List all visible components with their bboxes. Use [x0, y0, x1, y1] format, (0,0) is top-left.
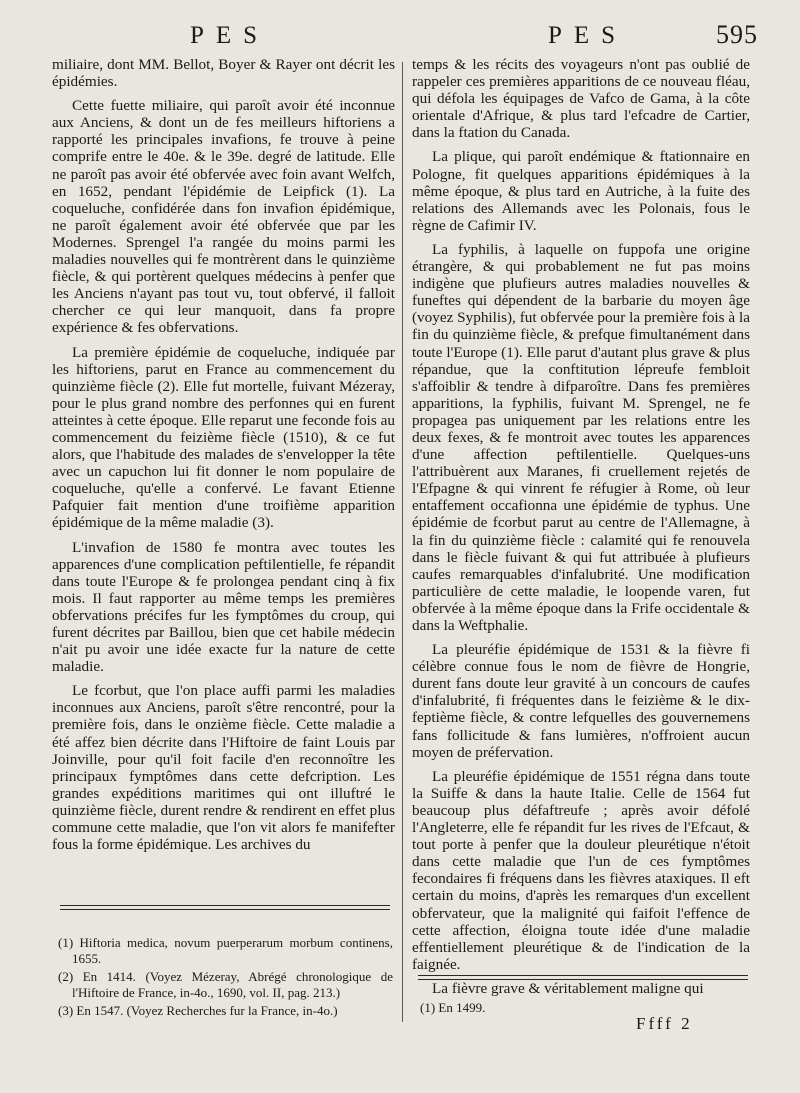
paragraph: Cette fuette miliaire, qui paroît avoir été inconnue aux Anciens, & dont un de fes meilleurs hiftoriens a rapporté les principales invafions, fe trouve à peine comprife entre le 40e. & le 39e. degré de latitude. Elle ne paroît pas avoir été obfervée avec foin avant Welfch, en 1652, pendant l'épidémie de Leipfick (1). La coqueluche, confidérée dans fon invafion épidémique, ne paroît également avoir été obfervée que par les Modernes. Sprengel l'a rangée du moins parmi les maladies nouvelles qui fe montrèrent dans le quinzième fiècle, & qui portèrent quelques médecins à penfer que les Anciens n'ayant pas tout vu, tout obfervé, il falloit chercher ce qui leur manquoit, dans fa propre expérience & fes obfervations. — [52, 97, 395, 337]
right-column — [412, 56, 750, 997]
paragraph: La fièvre grave & véritablement maligne qui — [432, 979, 704, 997]
paragraph: miliaire, dont MM. Bellot, Boyer & Rayer ont décrit les épidémies. — [52, 56, 395, 91]
footnote: (1) Hiftoria medica, novum puerperarum morbum continens, 1655. — [58, 935, 393, 966]
printer-signature-mark: Ffff 2 — [636, 1014, 693, 1033]
footnote-separator — [60, 905, 390, 910]
paragraph: La pleuréfie épidémique de 1551 régna dans toute la Suiffe & dans la haute Italie. Celle de 1564 fut beaucoup plus défaftreufe ; après avoir défolé l'Angleterre, elle fe répandit fur les rives de l'Efcaut, & tout porte à penfer que la douleur pleurétique n'étoit dans cette maladie que l'un de ces fymptômes fecondaires fi fréquens dans les fièvres ataxiques. Il eft certain du moins, d'après les remarques d'un excellent obfervateur, que la malignité qui faifoit l'effence de cette affection, éloigna toute idée d'une maladie effentiellement pleurétique & de l'indication de la faignée. — [412, 767, 750, 973]
footnote-separator — [418, 975, 748, 980]
paragraph: Le fcorbut, que l'on place auffi parmi les maladies inconnues aux Anciens, paroît s'être rencontré, pour la première fois, dans le onzième fiècle. Cette maladie a été affez bien décrite dans l'Hiftoire de faint Louis par Joinville, pour qu'il foit facile d'en reconnoître les principaux fymptômes dans cette defcription. Les grandes expéditions maritimes qui ont illuftré le quinzième fiècle, durent rendre & rendirent en effet plus commune cette maladie, que l'on vit alors fe manifefter fous la forme épidémique. Les archives du — [52, 682, 395, 854]
right-running-title: PES — [548, 22, 628, 49]
column-divider — [402, 62, 403, 1022]
left-running-title: PES — [190, 22, 270, 49]
paragraph: La plique, qui paroît endémique & ftationnaire en Pologne, fit quelques apparitions épidémiques à la même époque, & plus tard en Autriche, à la fuite des relations des Allemands avec les Polonais, fous le règne de Cafimir IV. — [412, 148, 750, 234]
left-column — [52, 56, 395, 853]
paragraph: La pleuréfie épidémique de 1531 & la fièvre fi célèbre connue fous le nom de fièvre de Hongrie, durent fans doute leur gravité à un concours de caufes d'infalubrité, fi fréquentes dans le feizième & le dix-feptième fiècle, & contre lefquelles des gouvernemens fans follicitude & fans lumières, n'offroient aucun moyen de préfervation. — [412, 641, 750, 761]
paragraph: La fyphilis, à laquelle on fuppofa une origine étrangère, & qui probablement ne fut pas moins indigène que plufieurs autres maladies nouvelles & funeftes qui dépendent de la barbarie du moyen âge (voyez Syphilis), fut obfervée pour la première fois à la fin du quinzième fiècle, & prefque fimultanément dans toute l'Europe (1). Elle parut d'autant plus grave & plus répandue, que la conftitution lépreufe fembloit s'affoiblir & tendre à difparoître. Dans fes premières apparitions, la fyphilis, fuivant M. Sprengel, ne fe propagea pas uniquement par les relations entre les deux fexes, & fe montroit avec toutes les apparences d'une affection peftilentielle. Quelques-uns l'attribuèrent aux Maranes, fi cruellement rejetés de l'Efpagne & qui vinrent fe réfugier à Rome, où leur entaffement occafionna une épidémie de typhus. Une épidémie de fcorbut parut au centre de l'Allemagne, à la fin du quinzième fiècle : calamité qui fe renouvela dans le fiècle fuivant & qui fut attribuée à plufieurs caufes remarquables d'infalubrité. Une modification particulière de cette maladie, le loopende varen, fut obfervée à la même époque dans la Frife occidentale & dans la Weftphalie. — [412, 240, 750, 634]
footnote: (1) En 1499. — [420, 1000, 486, 1015]
paragraph: temps & les récits des voyageurs n'ont pas oublié de rappeler ces premières apparitions de ce nouveau fléau, qui défola les équipages de Vafco de Gama, à la côte orientale d'Afrique, & plus tard l'efcadre de Cartier, dans la ftation du Canada. — [412, 56, 750, 142]
running-header — [0, 18, 800, 54]
footnote: (3) En 1547. (Voyez Recherches fur la France, in-4o.) — [58, 1003, 338, 1018]
paragraph: L'invafion de 1580 fe montra avec toutes les apparences d'une complication peftilentielle, fe répandit dans toute l'Europe & fe prolongea pendant cinq à fix mois. Il faut rapporter au même temps les premières obfervations précifes fur les fymptômes du croup, qui furent décrites par Baillou, bien que cet habile médecin n'ait pu avoir une idée exacte fur la nature de cette maladie. — [52, 538, 395, 676]
paragraph: La première épidémie de coqueluche, indiquée par les hiftoriens, parut en France au commencement du quinzième fiècle (2). Elle fut mortelle, fuivant Mézeray, pour le plus grand nombre des perfonnes qui en furent atteintes à cette époque. Elle reparut une feconde fois au commencement du feizième fiècle (1510), & ce fut alors, que l'habitude des malades de s'envelopper la tête avec un capuchon lui fit donner le nom populaire de coqueluche, qu'elle a confervé. Le favant Etienne Pafquier fait mention d'une troifième apparition épidémique de la même maladie (3). — [52, 343, 395, 532]
left-footnotes — [58, 935, 393, 1022]
footnote: (2) En 1414. (Voyez Mézeray, Abrégé chronologique de l'Hiftoire de France, in-4o., 1690, vol. II, pag. 213.) — [58, 969, 393, 1000]
page-number: 595 — [716, 20, 758, 49]
